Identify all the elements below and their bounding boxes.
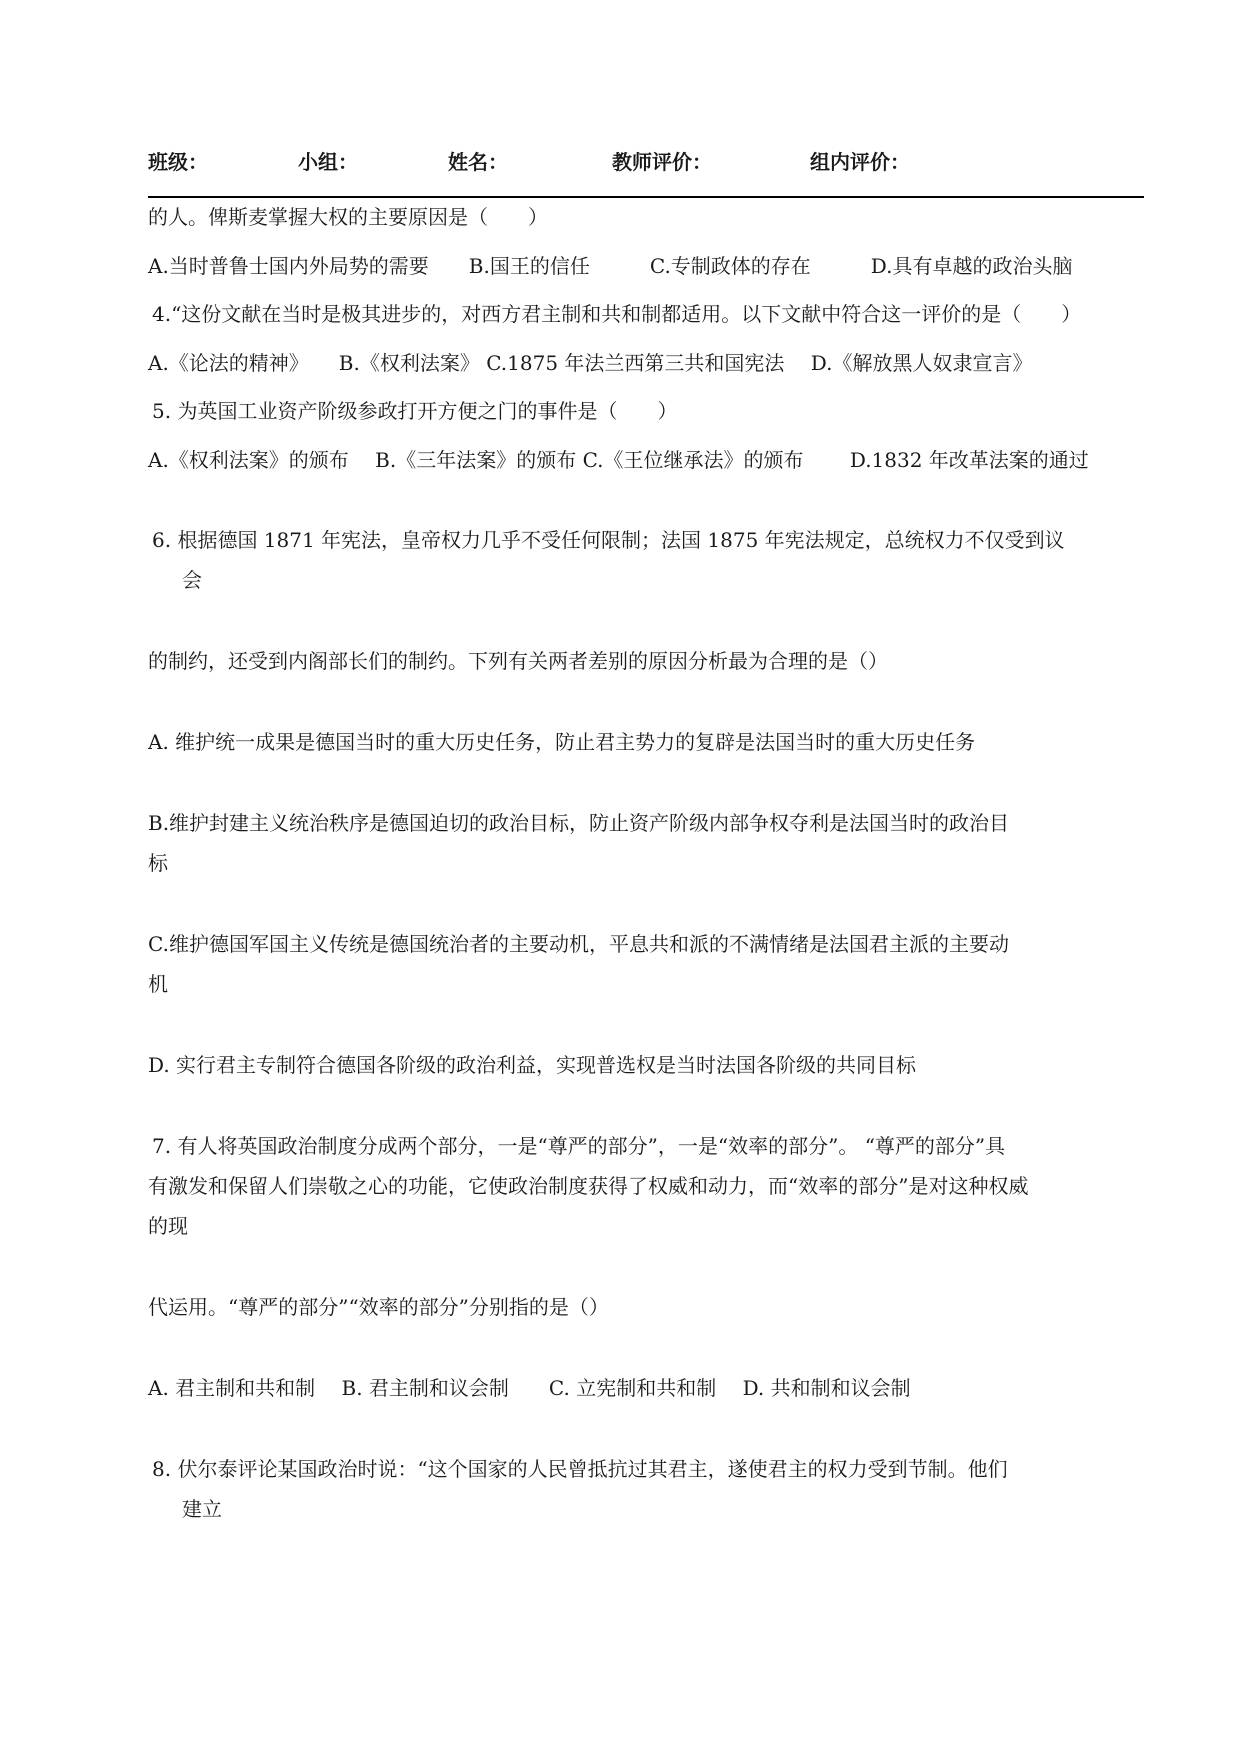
question-5-stem: 5. 为英国工业资产阶级参政打开方便之门的事件是（ ） xyxy=(152,399,678,423)
question-6-stem-wrap: 会 xyxy=(182,568,202,592)
question-6-stem: 6. 根据德国 1871 年宪法，皇帝权力几乎不受任何限制；法国 1875 年宪法规定，总统权力不仅受到议 xyxy=(152,528,1065,552)
question-7-options: A. 君主制和共和制 B. 君主制和议会制 C. 立宪制和共和制 D. 共和制和议会制 xyxy=(148,1376,911,1400)
header-divider xyxy=(148,196,1144,198)
question-6-option-c-wrap: 机 xyxy=(148,972,168,996)
worksheet-header xyxy=(148,146,1144,182)
question-6-option-b: B.维护封建主义统治秩序是德国迫切的政治目标，防止资产阶级内部争权夺利是法国当时的政治目 xyxy=(148,811,1010,835)
question-4-stem: 4.“这份文献在当时是极其进步的，对西方君主制和共和制都适用。以下文献中符合这一评价的是（ ） xyxy=(152,302,1082,326)
question-7-stem-wrap: 的现 xyxy=(148,1214,188,1238)
question-7-stem-continued: 代运用。“尊严的部分”“效率的部分”分别指的是（） xyxy=(148,1295,609,1319)
question-5-options: A.《权利法案》的颁布 B.《三年法案》的颁布 C.《王位继承法》的颁布 D.1832 年改革法案的通过 xyxy=(148,448,1089,472)
group-eval-label: 组内评价： xyxy=(810,150,910,174)
question-6-stem-continued: 的制约，还受到内阁部长们的制约。下列有关两者差别的原因分析最为合理的是（） xyxy=(148,649,888,673)
question-6-option-d: D. 实行君主专制符合德国各阶级的政治利益，实现普选权是当时法国各阶级的共同目标 xyxy=(148,1053,917,1077)
name-label: 姓名： xyxy=(448,150,508,174)
question-6-option-c: C.维护德国军国主义传统是德国统治者的主要动机，平息共和派的不满情绪是法国君主派的主要动 xyxy=(148,932,1009,956)
question-6-option-b-wrap: 标 xyxy=(148,851,168,875)
question-6-option-a: A. 维护统一成果是德国当时的重大历史任务，防止君主势力的复辟是法国当时的重大历史任务 xyxy=(148,730,976,754)
question-3-options: A.当时普鲁士国内外局势的需要 B.国王的信任 C.专制政体的存在 D.具有卓越的政治头脑 xyxy=(148,254,1073,278)
question-7-stem-line2: 有激发和保留人们崇敬之心的功能，它使政治制度获得了权威和动力，而“效率的部分”是对这种权威 xyxy=(148,1174,1029,1198)
class-label: 班级： xyxy=(148,150,208,174)
question-8-stem: 8. 伏尔泰评论某国政治时说：“这个国家的人民曾抵抗过其君主，遂使君主的权力受到节制。他们 xyxy=(152,1457,1008,1481)
group-label: 小组： xyxy=(298,150,358,174)
question-7-stem: 7. 有人将英国政治制度分成两个部分，一是“尊严的部分”，一是“效率的部分”。 “尊严的部分”具 xyxy=(152,1134,1006,1158)
question-4-options: A.《论法的精神》 B.《权利法案》 C.1875 年法兰西第三共和国宪法 D.《解放黑人奴隶宣言》 xyxy=(148,351,1033,375)
teacher-eval-label: 教师评价： xyxy=(612,150,712,174)
question-3-stem-end: 的人。俾斯麦掌握大权的主要原因是（ ） xyxy=(148,205,548,229)
question-8-stem-wrap: 建立 xyxy=(182,1497,222,1521)
